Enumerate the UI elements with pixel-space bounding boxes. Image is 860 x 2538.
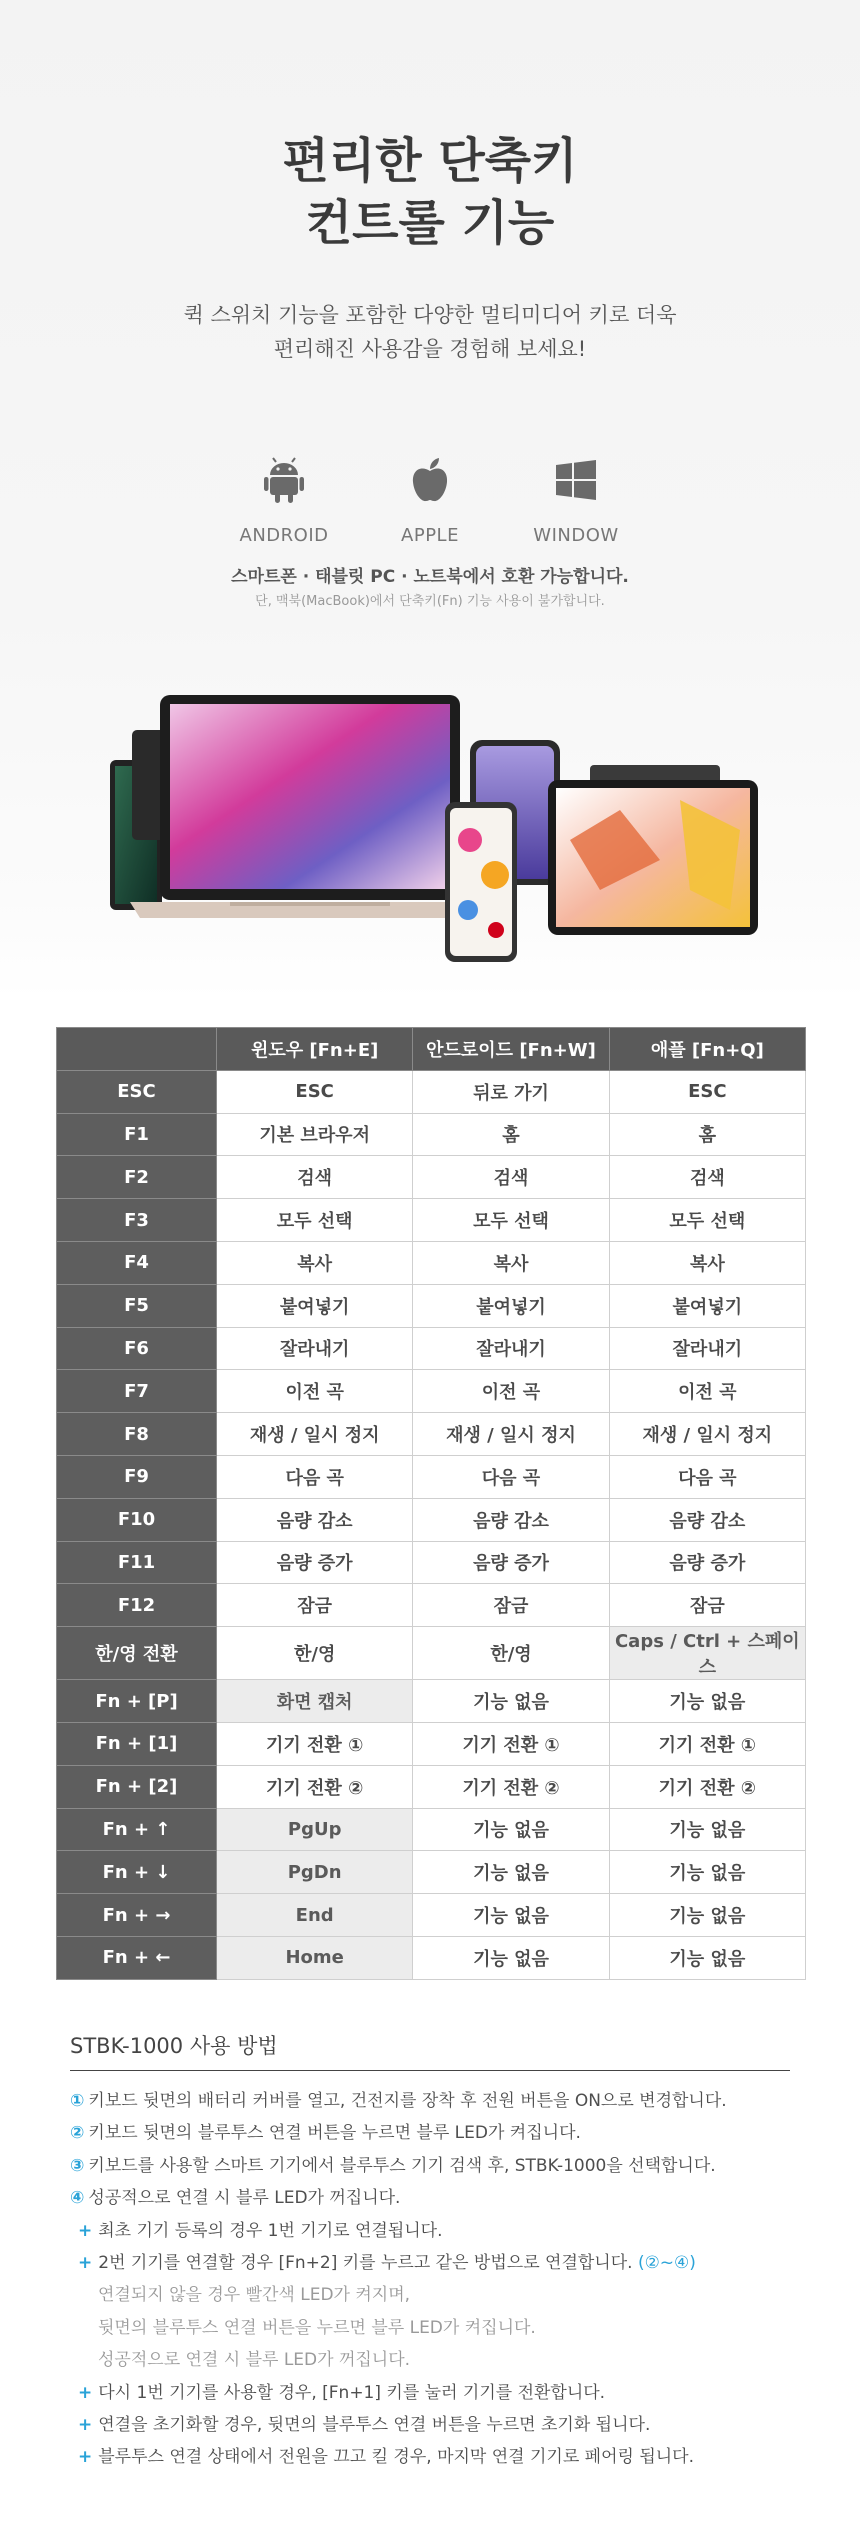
android-cell: 기능 없음 xyxy=(413,1936,609,1979)
apple-cell: 복사 xyxy=(609,1241,805,1284)
android-cell: 기기 전환 ① xyxy=(413,1722,609,1765)
windows-cell: 다음 곡 xyxy=(217,1455,413,1498)
os-label: APPLE xyxy=(401,525,459,546)
apple-cell: 음량 감소 xyxy=(609,1498,805,1541)
hero-section xyxy=(0,0,860,1000)
table-row xyxy=(57,1584,806,1627)
guide-title: STBK-1000 사용 방법 xyxy=(70,2030,790,2071)
table-row xyxy=(57,1370,806,1413)
windows-cell: 기본 브라우저 xyxy=(217,1113,413,1156)
devices-illustration xyxy=(100,690,780,970)
windows-cell: 모두 선택 xyxy=(217,1199,413,1242)
windows-cell: PgDn xyxy=(217,1851,413,1894)
table-row xyxy=(57,1199,806,1242)
guide-step: ③ 키보드를 사용할 스마트 기기에서 블루투스 기기 검색 후, STBK-1000을 선택합니다. xyxy=(70,2155,716,2176)
table-row xyxy=(57,1113,806,1156)
windows-icon xyxy=(520,455,632,505)
android-cell: 잘라내기 xyxy=(413,1327,609,1370)
android-cell: 뒤로 가기 xyxy=(413,1070,609,1113)
compat-note: 단, 맥북(MacBook)에서 단축키(Fn) 기능 사용이 불가합니다. xyxy=(255,594,605,609)
android-cell: 홈 xyxy=(413,1113,609,1156)
guide-list xyxy=(70,2085,790,2474)
subtitle-line-2: 편리해진 사용감을 경험해 보세요! xyxy=(273,337,587,361)
column-header-android: 안드로이드 [Fn+W] xyxy=(413,1028,609,1071)
column-header xyxy=(57,1028,217,1071)
windows-cell: 잘라내기 xyxy=(217,1327,413,1370)
apple-cell: 홈 xyxy=(609,1113,805,1156)
key-cell: F3 xyxy=(57,1199,217,1242)
guide-note: + 2번 기기를 연결할 경우 [Fn+2] 키를 누르고 같은 방법으로 연결합니다. (②~④) xyxy=(78,2253,696,2274)
os-android xyxy=(228,455,340,546)
title-line-1: 편리한 단축키 xyxy=(282,133,578,189)
compat-text: 스마트폰 · 태블릿 PC · 노트북에서 호환 가능합니다. xyxy=(231,567,629,587)
windows-cell: 검색 xyxy=(217,1156,413,1199)
apple-cell: 이전 곡 xyxy=(609,1370,805,1413)
key-cell: F11 xyxy=(57,1541,217,1584)
guide-note: + 최초 기기 등록의 경우 1번 기기로 연결됩니다. xyxy=(78,2220,443,2241)
android-cell: 기능 없음 xyxy=(413,1808,609,1851)
table-row xyxy=(57,1241,806,1284)
guide-subnote: 연결되지 않을 경우 빨간색 LED가 켜지며, xyxy=(98,2285,411,2306)
key-cell: Fn + ↓ xyxy=(57,1851,217,1894)
apple-cell: 음량 증가 xyxy=(609,1541,805,1584)
windows-cell: 재생 / 일시 정지 xyxy=(217,1413,413,1456)
key-cell: F9 xyxy=(57,1455,217,1498)
apple-cell: 기능 없음 xyxy=(609,1894,805,1937)
table-header-row xyxy=(57,1028,806,1071)
android-icon xyxy=(228,455,340,505)
windows-cell: 기기 전환 ② xyxy=(217,1765,413,1808)
os-windows xyxy=(520,455,632,546)
guide-ref: (②~④) xyxy=(637,2253,696,2274)
android-cell: 이전 곡 xyxy=(413,1370,609,1413)
key-cell: F8 xyxy=(57,1413,217,1456)
title-line-2: 컨트롤 기능 xyxy=(305,195,555,251)
apple-icon xyxy=(374,455,486,505)
os-apple xyxy=(374,455,486,546)
android-cell: 음량 감소 xyxy=(413,1498,609,1541)
key-cell: Fn + [1] xyxy=(57,1722,217,1765)
android-cell: 다음 곡 xyxy=(413,1455,609,1498)
android-cell: 모두 선택 xyxy=(413,1199,609,1242)
android-cell: 한/영 xyxy=(413,1627,609,1680)
os-compat-list xyxy=(0,455,860,546)
windows-cell: 한/영 xyxy=(217,1627,413,1680)
guide-step: ④ 성공적으로 연결 시 블루 LED가 꺼집니다. xyxy=(70,2188,401,2209)
subtitle-line-1: 퀵 스위치 기능을 포함한 다양한 멀티미디어 키로 더욱 xyxy=(183,303,677,327)
os-label: WINDOW xyxy=(533,525,619,546)
apple-cell: 검색 xyxy=(609,1156,805,1199)
guide-note: + 연결을 초기화할 경우, 뒷면의 블루투스 연결 버튼을 누르면 초기화 됩니다. xyxy=(78,2415,651,2436)
shortcut-table xyxy=(56,1027,806,1980)
guide-step: ① 키보드 뒷면의 배터리 커버를 열고, 건전지를 장착 후 전원 버튼을 ON으로 변경합니다. xyxy=(70,2091,727,2111)
android-cell: 잠금 xyxy=(413,1584,609,1627)
key-cell: Fn + ← xyxy=(57,1936,217,1979)
table-row xyxy=(57,1808,806,1851)
apple-cell: 기능 없음 xyxy=(609,1851,805,1894)
table-row xyxy=(57,1156,806,1199)
column-header-windows: 윈도우 [Fn+E] xyxy=(217,1028,413,1071)
table-row xyxy=(57,1680,806,1723)
table-row xyxy=(57,1070,806,1113)
apple-cell: 다음 곡 xyxy=(609,1455,805,1498)
apple-cell: 모두 선택 xyxy=(609,1199,805,1242)
key-cell: 한/영 전환 xyxy=(57,1627,217,1680)
table-row xyxy=(57,1327,806,1370)
android-cell: 기능 없음 xyxy=(413,1680,609,1723)
key-cell: Fn + → xyxy=(57,1894,217,1937)
os-label: ANDROID xyxy=(239,525,329,546)
windows-cell: ESC xyxy=(217,1070,413,1113)
apple-cell: 재생 / 일시 정지 xyxy=(609,1413,805,1456)
table-row xyxy=(57,1894,806,1937)
key-cell: ESC xyxy=(57,1070,217,1113)
subtitle xyxy=(0,298,860,366)
apple-cell: 기능 없음 xyxy=(609,1680,805,1723)
table-row xyxy=(57,1936,806,1979)
table-row xyxy=(57,1722,806,1765)
apple-cell: ESC xyxy=(609,1070,805,1113)
key-cell: F10 xyxy=(57,1498,217,1541)
windows-cell: 잠금 xyxy=(217,1584,413,1627)
key-cell: Fn + ↑ xyxy=(57,1808,217,1851)
android-cell: 검색 xyxy=(413,1156,609,1199)
android-cell: 기능 없음 xyxy=(413,1894,609,1937)
android-cell: 기능 없음 xyxy=(413,1851,609,1894)
windows-cell: 이전 곡 xyxy=(217,1370,413,1413)
column-header-apple: 애플 [Fn+Q] xyxy=(609,1028,805,1071)
apple-cell: 기능 없음 xyxy=(609,1808,805,1851)
apple-cell: 기기 전환 ① xyxy=(609,1722,805,1765)
table-row xyxy=(57,1765,806,1808)
table-row xyxy=(57,1498,806,1541)
guide-note: + 다시 1번 기기를 사용할 경우, [Fn+1] 키를 눌러 기기를 전환합니다. xyxy=(78,2382,606,2403)
table-row xyxy=(57,1413,806,1456)
android-cell: 기기 전환 ② xyxy=(413,1765,609,1808)
guide-subnote: 뒷면의 블루투스 연결 버튼을 누르면 블루 LED가 켜집니다. xyxy=(98,2317,536,2338)
key-cell: F7 xyxy=(57,1370,217,1413)
apple-cell: 기기 전환 ② xyxy=(609,1765,805,1808)
windows-cell: PgUp xyxy=(217,1808,413,1851)
key-cell: F6 xyxy=(57,1327,217,1370)
usage-guide xyxy=(70,2030,790,2474)
guide-note: + 블루투스 연결 상태에서 전원을 끄고 킬 경우, 마지막 연결 기기로 페어링 됩니다. xyxy=(78,2447,695,2468)
key-cell: Fn + [P] xyxy=(57,1680,217,1723)
table-row xyxy=(57,1455,806,1498)
windows-cell: 음량 증가 xyxy=(217,1541,413,1584)
apple-cell: 붙여넣기 xyxy=(609,1284,805,1327)
android-cell: 재생 / 일시 정지 xyxy=(413,1413,609,1456)
guide-subnote: 성공적으로 연결 시 블루 LED가 꺼집니다. xyxy=(98,2350,411,2371)
apple-cell: 기능 없음 xyxy=(609,1936,805,1979)
table-row xyxy=(57,1627,806,1680)
key-cell: F1 xyxy=(57,1113,217,1156)
windows-cell: 붙여넣기 xyxy=(217,1284,413,1327)
key-cell: F4 xyxy=(57,1241,217,1284)
android-cell: 음량 증가 xyxy=(413,1541,609,1584)
windows-cell: 복사 xyxy=(217,1241,413,1284)
table-row xyxy=(57,1851,806,1894)
table-row xyxy=(57,1541,806,1584)
table-row xyxy=(57,1284,806,1327)
key-cell: Fn + [2] xyxy=(57,1765,217,1808)
windows-cell: 기기 전환 ① xyxy=(217,1722,413,1765)
page-title xyxy=(0,130,860,254)
key-cell: F12 xyxy=(57,1584,217,1627)
windows-cell: 화면 캡처 xyxy=(217,1680,413,1723)
apple-cell: 잘라내기 xyxy=(609,1327,805,1370)
windows-cell: End xyxy=(217,1894,413,1937)
apple-cell: Caps / Ctrl + 스페이스 xyxy=(609,1627,805,1680)
windows-cell: Home xyxy=(217,1936,413,1979)
apple-cell: 잠금 xyxy=(609,1584,805,1627)
key-cell: F5 xyxy=(57,1284,217,1327)
key-cell: F2 xyxy=(57,1156,217,1199)
android-cell: 붙여넣기 xyxy=(413,1284,609,1327)
android-cell: 복사 xyxy=(413,1241,609,1284)
guide-step: ② 키보드 뒷면의 블루투스 연결 버튼을 누르면 블루 LED가 켜집니다. xyxy=(70,2123,581,2144)
windows-cell: 음량 감소 xyxy=(217,1498,413,1541)
